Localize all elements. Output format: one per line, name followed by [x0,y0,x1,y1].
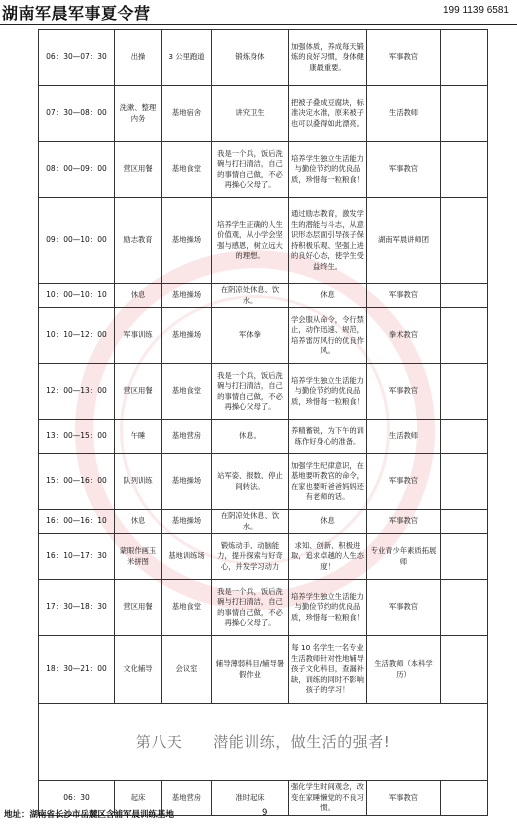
day-banner-row [39,704,488,781]
cell-teacher: 军事教官 [367,30,441,86]
cell-place: 3 公里跑道 [162,30,212,86]
page-footer [4,808,514,820]
cell-empty [441,420,488,454]
page-header [0,0,517,25]
table-row [39,510,488,534]
cell-goal: 求知、创新、积极进取，追求卓越的人生态度！ [289,534,367,580]
cell-activity: 蒙眼作画玉米拼图 [115,534,162,580]
cell-content: 辅导薄弱科目/辅导暑假作业 [212,636,289,704]
table-row [39,454,488,510]
cell-place: 基地操场 [162,284,212,308]
cell-empty [441,510,488,534]
cell-content: 休息。 [212,420,289,454]
page-number: 9 [262,808,268,818]
cell-empty [441,86,488,142]
cell-content: 在阴凉处休息、饮水。 [212,510,289,534]
cell-time: 13：00—15：00 [39,420,115,454]
cell-place: 基地食堂 [162,142,212,198]
day-banner: 第八天 潜能训练，做生活的强者! [39,704,488,781]
schedule-body [39,30,488,816]
cell-activity: 励志教育 [115,198,162,284]
table-row [39,198,488,284]
cell-activity: 军事训练 [115,308,162,364]
table-row [39,580,488,636]
cell-goal: 休息 [289,284,367,308]
cell-place: 基地操场 [162,198,212,284]
cell-goal: 培养学生独立生活能力与勤俭节约的优良品质，珍惜每一粒粮食！ [289,142,367,198]
cell-empty [441,308,488,364]
cell-place: 基地营房 [162,420,212,454]
cell-teacher: 军事教官 [367,454,441,510]
cell-goal: 学会服从命令，令行禁止，动作迅速、规范，培养雷厉风行的优良作风。 [289,308,367,364]
cell-empty [441,142,488,198]
cell-time: 09：00—10：00 [39,198,115,284]
table-row [39,534,488,580]
cell-content: 锻炼动手、动脑能力，提升探索与好奇心，并发学习动力 [212,534,289,580]
cell-empty [441,534,488,580]
cell-teacher: 军事教官 [367,284,441,308]
cell-teacher: 专业青少年素质拓展师 [367,534,441,580]
cell-teacher: 生活教师（本科学历） [367,636,441,704]
cell-goal: 休息 [289,510,367,534]
cell-activity: 洗漱、整理内务 [115,86,162,142]
cell-content: 锻炼身体 [212,30,289,86]
cell-goal: 加强学生纪律意识，在基地要听教官的命令，在家也要听爸爸妈妈还有老师的话。 [289,454,367,510]
cell-goal: 培养学生独立生活能力与勤俭节约的优良品质，珍惜每一粒粮食！ [289,580,367,636]
cell-teacher: 生活教师 [367,420,441,454]
cell-place: 基地食堂 [162,364,212,420]
cell-activity: 起床 [115,781,162,816]
cell-activity: 午睡 [115,420,162,454]
cell-time: 10：10—12：00 [39,308,115,364]
cell-empty [441,580,488,636]
cell-time: 08：00—09：00 [39,142,115,198]
cell-time: 06：30—07：30 [39,30,115,86]
cell-activity: 休息 [115,284,162,308]
table-row [39,308,488,364]
cell-place: 基地食堂 [162,580,212,636]
cell-activity: 文化辅导 [115,636,162,704]
cell-goal: 培养学生独立生活能力与勤俭节约的优良品质，珍惜每一粒粮食！ [289,364,367,420]
cell-teacher: 军事教官 [367,580,441,636]
cell-activity: 营区用餐 [115,364,162,420]
cell-content: 我是一个兵，饭后洗碗与打扫清洁，自己的事情自己做，不必再操心父母了。 [212,142,289,198]
table-row [39,420,488,454]
cell-content: 准时起床 [212,781,289,816]
page-title: 湖南军晨军事夏令营 [2,4,151,23]
cell-time: 15：00—16：00 [39,454,115,510]
cell-place: 基地操场 [162,510,212,534]
cell-place: 基地营房 [162,781,212,816]
cell-empty [441,636,488,704]
cell-activity: 出操 [115,30,162,86]
cell-time: 07：30—08：00 [39,86,115,142]
cell-place: 基地宿舍 [162,86,212,142]
cell-teacher: 军事教官 [367,781,441,816]
cell-time: 06：30 [39,781,115,816]
phone-number: 199 1139 6581 [443,5,509,16]
cell-empty [441,454,488,510]
cell-activity: 休息 [115,510,162,534]
cell-teacher: 湖南军晨讲师团 [367,198,441,284]
table-row [39,142,488,198]
cell-time: 17：30—18：30 [39,580,115,636]
cell-teacher: 军事教官 [367,142,441,198]
table-row [39,86,488,142]
cell-time: 16：00—16：10 [39,510,115,534]
cell-content: 在阴凉处休息、饮水。 [212,284,289,308]
cell-content: 我是一个兵，饭后洗碗与打扫清洁，自己的事情自己做，不必再操心父母了。 [212,364,289,420]
cell-empty [441,284,488,308]
cell-goal: 养精蓄锐，为下午的训练作好身心的准备。 [289,420,367,454]
cell-place: 基地训练场 [162,534,212,580]
cell-activity: 营区用餐 [115,142,162,198]
cell-time: 16：10—17：30 [39,534,115,580]
cell-empty [441,198,488,284]
cell-goal: 每 10 名学生一名专业生活教师针对性地辅导孩子文化科目，查漏补缺，训练的同时不影响孩子的学习！ [289,636,367,704]
table-row [39,284,488,308]
cell-activity: 营区用餐 [115,580,162,636]
cell-teacher: 军事教官 [367,510,441,534]
cell-time: 10：00—10：10 [39,284,115,308]
footer-address: 地址：湖南省长沙市岳麓区含浦军晨训练基地 [4,810,175,820]
cell-teacher: 军事教官 [367,364,441,420]
cell-empty [441,364,488,420]
cell-activity: 队列训练 [115,454,162,510]
cell-goal: 把被子叠成豆腐块，标准决定水准，原来被子也可以叠得如此漂亮。 [289,86,367,142]
cell-teacher: 拳术教官 [367,308,441,364]
cell-empty [441,30,488,86]
cell-goal: 加强体质，养成每天锻炼的良好习惯，身体健康最重要。 [289,30,367,86]
cell-goal: 强化学生时间观念，改变在家睡懒觉的不良习惯。 [289,781,367,816]
cell-content: 讲究卫生 [212,86,289,142]
cell-content: 站军姿、报数、停止间转法。 [212,454,289,510]
cell-teacher: 生活教师 [367,86,441,142]
schedule-table [38,29,488,816]
cell-content: 我是一个兵，饭后洗碗与打扫清洁，自己的事情自己做，不必再操心父母了。 [212,580,289,636]
table-row [39,364,488,420]
cell-content: 培养学生正确的人生价值观，从小学会坚强与感恩，树立远大的理想。 [212,198,289,284]
cell-content: 军体拳 [212,308,289,364]
cell-place: 基地操场 [162,308,212,364]
table-row [39,30,488,86]
cell-goal: 通过励志教育，激发学生的潜能与斗志，从意识形态层面引导孩子保持积极乐观、坚强上进的良好心态，使学生受益终生。 [289,198,367,284]
cell-time: 18：30—21：00 [39,636,115,704]
cell-place: 基地操场 [162,454,212,510]
cell-place: 会议室 [162,636,212,704]
cell-time: 12：00—13：00 [39,364,115,420]
table-row [39,636,488,704]
